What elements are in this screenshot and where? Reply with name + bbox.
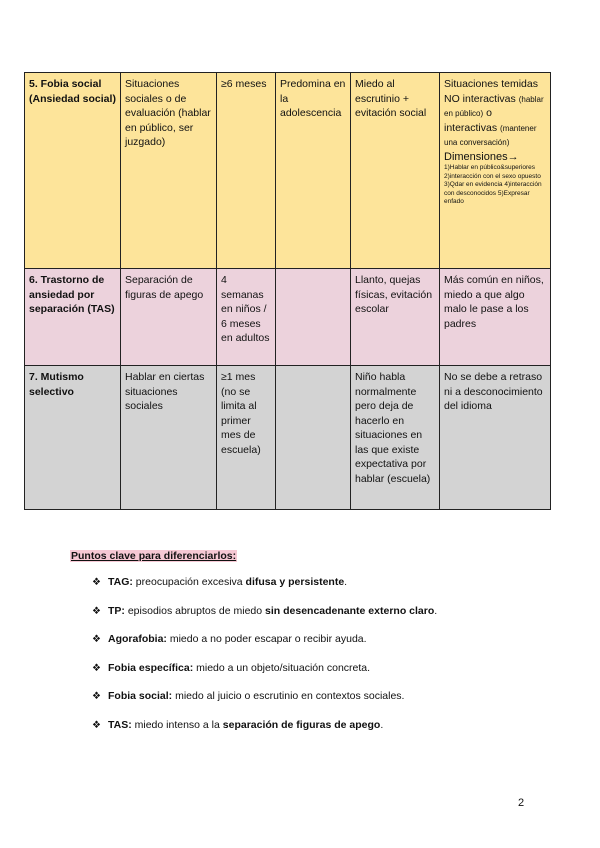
disorder-name: 7. Mutismo selectivo bbox=[25, 366, 121, 510]
key-points-list bbox=[70, 576, 550, 732]
key-term: Agorafobia: bbox=[108, 633, 167, 645]
notes-small-text: (hablar en público) bbox=[444, 94, 544, 118]
key-points-title: Puntos clave para diferenciarlos: bbox=[71, 550, 237, 562]
notes-small-text: (mantener una conversación) bbox=[444, 123, 537, 147]
key-emphasis: separación de figuras de apego bbox=[222, 718, 381, 731]
list-item bbox=[92, 662, 550, 675]
diamond-bullet-icon: ❖ bbox=[92, 719, 101, 731]
notes-text: o interactivas bbox=[444, 107, 498, 134]
key-emphasis: sin desencadenante externo claro bbox=[265, 604, 435, 617]
trigger-cell: Separación de figuras de apego bbox=[121, 269, 217, 366]
symptoms-cell: Miedo al escrutinio + evitación social bbox=[351, 73, 440, 269]
key-term: TAG: bbox=[108, 576, 133, 588]
trigger-cell: Hablar en ciertas situaciones sociales bbox=[121, 366, 217, 510]
onset-cell bbox=[276, 269, 351, 366]
disorder-name: 5. Fobia social (Ansiedad social) bbox=[25, 73, 121, 269]
duration-cell: ≥1 mes (no se limita al primer mes de escuela) bbox=[217, 366, 276, 510]
duration-cell: 4 semanas en niños / 6 meses en adultos bbox=[217, 269, 276, 366]
disorder-name: 6. Trastorno de ansiedad por separación (TAS) bbox=[25, 269, 121, 366]
list-item bbox=[92, 605, 550, 618]
key-text: miedo intenso a la bbox=[131, 718, 223, 731]
duration-cell: ≥6 meses bbox=[217, 73, 276, 269]
diamond-bullet-icon: ❖ bbox=[92, 605, 101, 617]
table-row bbox=[25, 366, 551, 510]
table-row bbox=[25, 269, 551, 366]
diamond-bullet-icon: ❖ bbox=[92, 691, 101, 702]
diamond-bullet-icon: ❖ bbox=[92, 577, 101, 588]
notes-cell: Más común en niños, miedo a que algo malo le pase a los padres bbox=[440, 269, 551, 366]
table-row bbox=[25, 73, 551, 269]
onset-cell: Predomina en la adolescencia bbox=[276, 73, 351, 269]
key-emphasis: difusa y persistente bbox=[245, 576, 345, 588]
key-text: miedo a un objeto/situación concreta. bbox=[193, 661, 371, 674]
disorders-table bbox=[24, 72, 551, 510]
page-number: 2 bbox=[518, 797, 525, 809]
key-text: miedo al juicio o escrutinio en contextos sociales. bbox=[172, 690, 405, 702]
key-term: Fobia social: bbox=[108, 690, 173, 702]
key-points-section bbox=[70, 550, 550, 747]
diamond-bullet-icon: ❖ bbox=[92, 634, 101, 645]
symptoms-cell: Niño habla normalmente pero deja de hacerlo en situaciones en las que existe expectativa por hablar (escuela) bbox=[351, 366, 440, 510]
trigger-cell: Situaciones sociales o de evaluación (hablar en público, ser juzgado) bbox=[121, 73, 217, 269]
notes-cell: No se debe a retraso ni a desconocimiento del idioma bbox=[440, 366, 551, 510]
list-item bbox=[92, 690, 550, 703]
key-text: episodios abruptos de miedo bbox=[124, 604, 266, 617]
diamond-bullet-icon: ❖ bbox=[92, 662, 101, 674]
symptoms-cell: Llanto, quejas físicas, evitación escolar bbox=[351, 269, 440, 366]
key-text: . bbox=[434, 604, 438, 617]
dimensions-list: 1)Hablar en público&superiores 2)interacción con el sexo opuesto 3)Qdar en evidencia 4)interacción con desconocidos 5)Expresar enfado bbox=[444, 164, 542, 205]
notes-text: Situaciones temidas NO interactivas bbox=[444, 78, 538, 105]
key-text: . bbox=[380, 718, 384, 731]
key-term: TP: bbox=[108, 604, 125, 617]
key-text: miedo a no poder escapar o recibir ayuda. bbox=[166, 633, 367, 645]
notes-cell bbox=[440, 73, 551, 269]
onset-cell bbox=[276, 366, 351, 510]
key-term: Fobia específica: bbox=[108, 661, 194, 674]
dimensions-label: Dimensiones→ bbox=[444, 150, 519, 163]
key-text: preocupación excesiva bbox=[132, 576, 246, 588]
list-item bbox=[92, 719, 550, 732]
list-item bbox=[92, 633, 550, 646]
key-term: TAS: bbox=[108, 718, 132, 731]
list-item bbox=[92, 576, 550, 589]
key-text: . bbox=[344, 576, 348, 588]
